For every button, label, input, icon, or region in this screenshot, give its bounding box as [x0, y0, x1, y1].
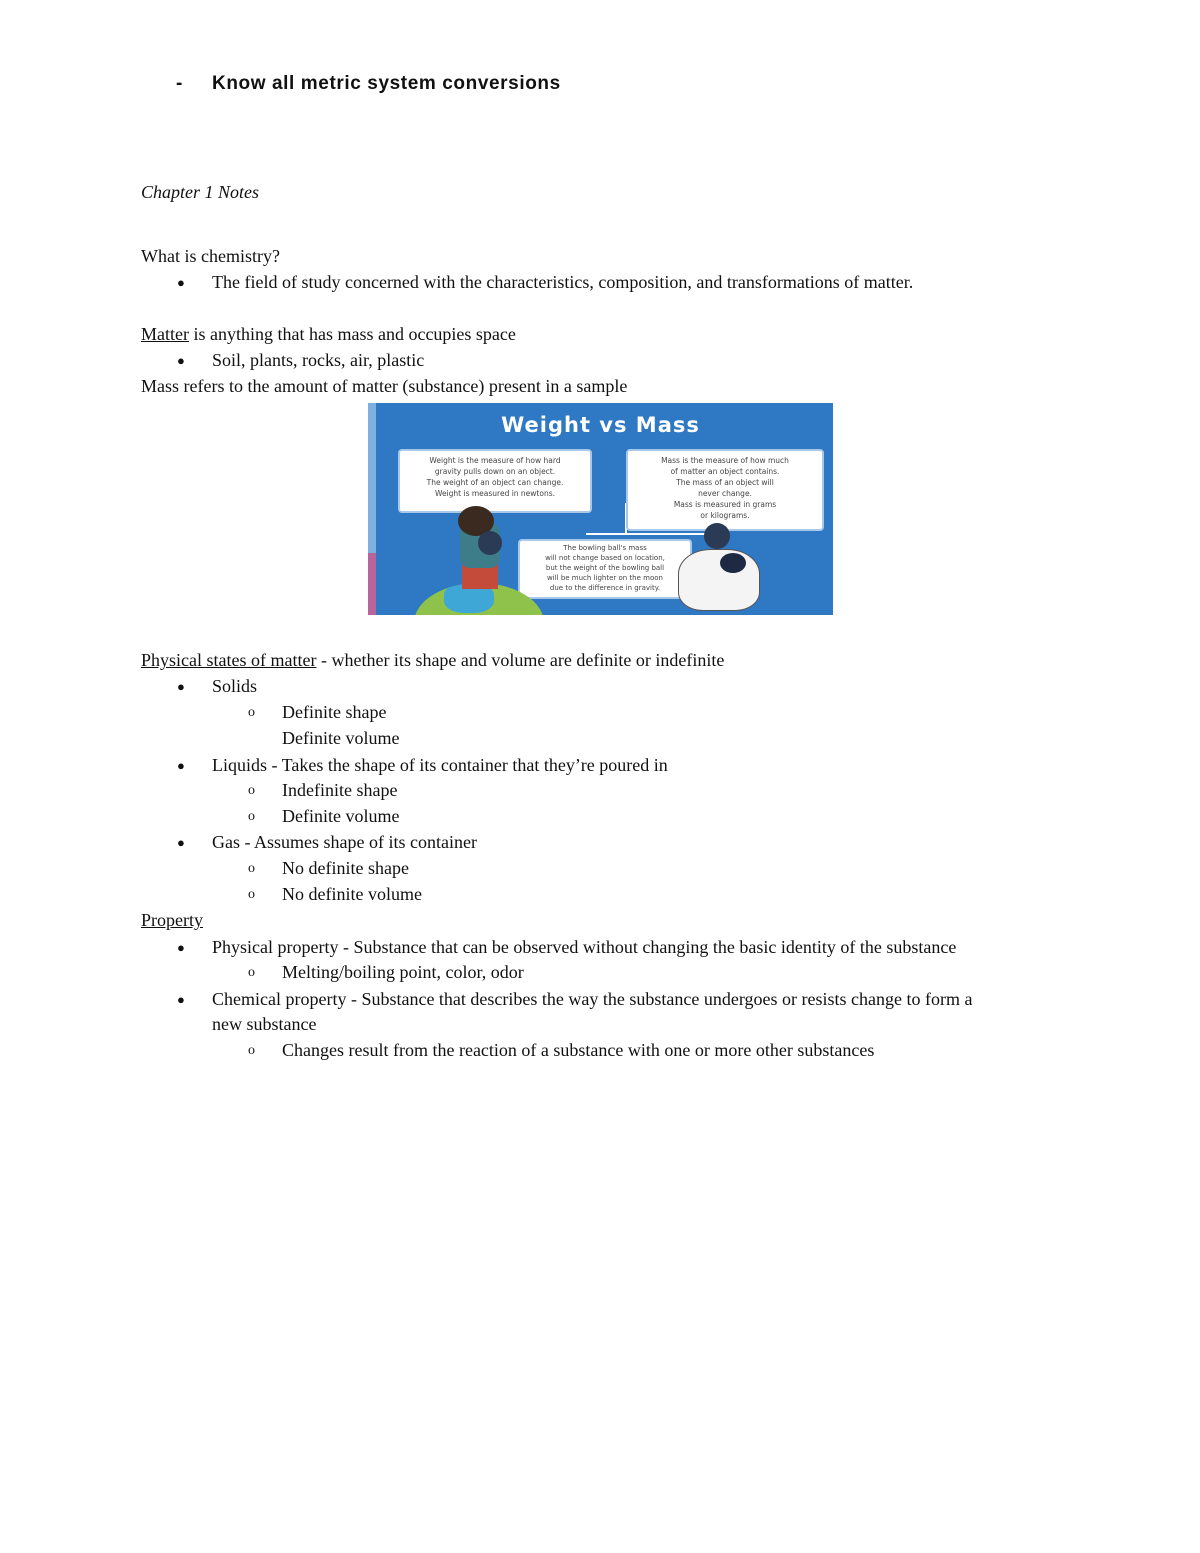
solids-label: Solids: [212, 676, 258, 696]
heading-text: Know all metric system conversions: [212, 73, 561, 94]
bowling-panel-line: The bowling ball's mass: [563, 544, 647, 552]
chemical-property-line1: Chemical property - Substance that describes the way the substance undergoes or resists change to form a: [212, 989, 973, 1009]
connector-line: [586, 533, 706, 535]
states-rest: - whether its shape and volume are definite or indefinite: [316, 650, 725, 670]
matter-rest: is anything that has mass and occupies space: [188, 324, 516, 344]
states-term: Physical states of matter: [141, 650, 317, 670]
physical-property: Physical property - Substance that can be observed without changing the basic identity of the substance: [212, 937, 957, 957]
astronaut-icon: [678, 549, 760, 611]
mass-panel-line: Mass is measured in grams: [673, 500, 777, 509]
circle-bullet-icon: o: [248, 783, 255, 798]
mass-panel-line: or kilograms.: [700, 511, 750, 520]
mass-panel-line: The mass of an object will: [676, 478, 774, 487]
chemistry-definition: The field of study concerned with the characteristics, composition, and transformations of matter.: [212, 272, 914, 292]
liquids-label: Liquids - Takes the shape of its container that they’re poured in: [212, 755, 668, 775]
bowling-ball-icon: [704, 523, 730, 549]
liquids-item: Indefinite shape: [282, 780, 398, 800]
mass-panel-line: Mass is the measure of how much: [661, 456, 789, 465]
bowling-panel-line: will be much lighter on the moon: [547, 574, 663, 582]
gas-item: No definite volume: [282, 884, 422, 904]
gas-item: No definite shape: [282, 858, 409, 878]
bullet-icon: ●: [177, 758, 185, 773]
bullet-icon: ●: [177, 940, 185, 955]
weight-panel-line: Weight is the measure of how hard: [429, 456, 561, 465]
bullet-icon: ●: [177, 679, 185, 694]
matter-term: Matter: [141, 324, 189, 344]
mass-panel-line: of matter an object contains.: [670, 467, 780, 476]
image-pink-band: [368, 553, 376, 615]
weight-vs-mass-image: [368, 403, 833, 615]
property-term: Property: [141, 910, 203, 930]
matter-examples: Soil, plants, rocks, air, plastic: [212, 350, 425, 370]
mass-definition: Mass refers to the amount of matter (substance) present in a sample: [141, 376, 628, 396]
bowling-ball-panel: [518, 539, 692, 599]
bullet-icon: ●: [177, 835, 185, 850]
states-line: [141, 649, 724, 671]
bullet-icon: ●: [177, 275, 185, 290]
physical-item: Melting/boiling point, color, odor: [282, 962, 524, 982]
circle-bullet-icon: o: [248, 861, 255, 876]
liquids-item: Definite volume: [282, 806, 400, 826]
image-title: Weight vs Mass: [501, 413, 700, 437]
mass-panel: [626, 449, 824, 531]
solids-item: Definite shape: [282, 702, 387, 722]
astronaut-visor: [720, 553, 746, 573]
question-chemistry: What is chemistry?: [141, 246, 280, 266]
circle-bullet-icon: o: [248, 1043, 255, 1058]
solids-item: Definite volume: [282, 728, 400, 748]
chemical-item: Changes result from the reaction of a substance with one or more other substances: [282, 1040, 875, 1060]
bowling-panel-line: but the weight of the bowling ball: [545, 564, 665, 572]
circle-bullet-icon: o: [248, 705, 255, 720]
weight-panel-line: gravity pulls down on an object.: [434, 467, 556, 476]
weight-panel: [398, 449, 592, 513]
bowling-panel-line: will not change based on location,: [545, 554, 665, 562]
circle-bullet-icon: o: [248, 809, 255, 824]
weight-panel-line: Weight is measured in newtons.: [434, 489, 556, 498]
gas-label: Gas - Assumes shape of its container: [212, 832, 477, 852]
heading-dash: -: [176, 73, 183, 94]
chapter-title: Chapter 1 Notes: [141, 182, 260, 202]
bullet-icon: ●: [177, 992, 185, 1007]
bowling-ball-icon: [478, 531, 502, 555]
circle-bullet-icon: o: [248, 887, 255, 902]
mass-panel-line: never change.: [698, 489, 752, 498]
weight-panel-line: The weight of an object can change.: [426, 478, 564, 487]
chemical-property-line2: new substance: [212, 1014, 317, 1034]
bullet-icon: ●: [177, 353, 185, 368]
circle-bullet-icon: o: [248, 965, 255, 980]
matter-line: [141, 323, 516, 345]
bowling-panel-line: due to the difference in gravity.: [549, 584, 661, 592]
